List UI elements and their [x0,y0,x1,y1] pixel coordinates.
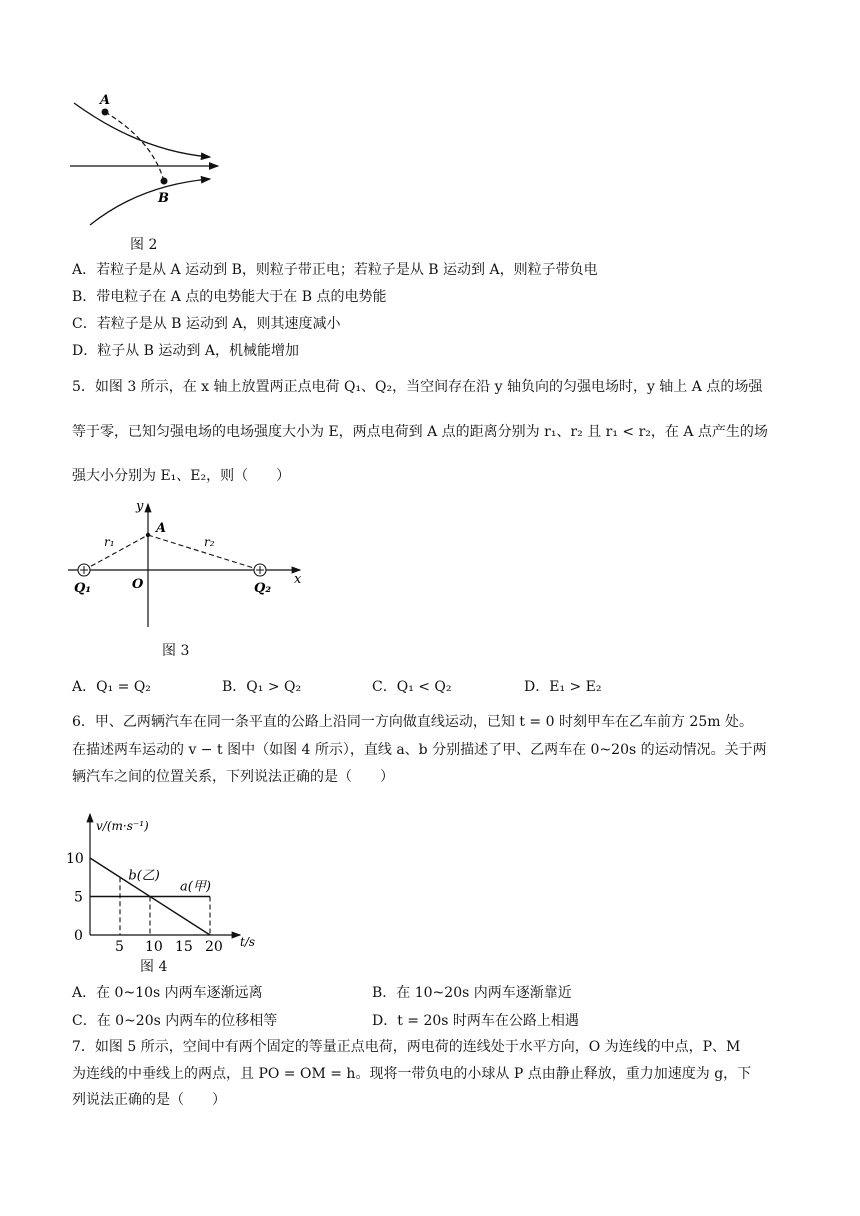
o-label: O [132,577,144,592]
chart-x-label: t/s [240,935,256,949]
q5-option-d: D．E₁ > E₂ [524,679,602,695]
point-a-dot [146,533,150,537]
q1-label: Q₁ [74,581,92,596]
q5-stem-line-2: 等于零，已知匀强电场的电场强度大小为 E，两点电荷到 A 点的距离分别为 r₁、r₂ 且 r₁ < r₂，在 A 点产生的场 [72,424,768,440]
x-tick-label-2: 15 [175,939,193,955]
y-tick-label-0: 0 [74,928,83,944]
q6-option-d: D．t = 20s 时两车在公路上相遇 [372,1013,579,1029]
particle-trajectory [105,112,164,181]
y-tick-label-2: 10 [66,851,84,867]
q7-stem-line-1: 7．如图 5 所示，空间中有两个固定的等量正点电荷，两电荷的连线处于水平方向，O 为连线的中点，P、M [72,1039,741,1055]
q5-option-b: B．Q₁ > Q₂ [222,679,302,695]
point-a [102,109,109,116]
q6-option-b: B．在 10~20s 内两车逐渐靠近 [372,985,572,1001]
chart-y-label: v/(m·s⁻¹) [96,819,149,833]
r2-label: r₂ [204,535,215,549]
charge-q1-icon [78,564,90,576]
q2-label: Q₂ [254,581,272,596]
vt-chart [60,808,280,968]
label-a: A [100,93,111,108]
y-tick-label-1: 5 [74,889,83,906]
x-tick-label-0: 5 [115,939,124,955]
q5-stem-line-3: 强大小分别为 E₁、E₂，则（ ） [72,468,291,484]
q5-option-c: C．Q₁ < Q₂ [372,679,452,695]
q4-option-d: D．粒子从 B 运动到 A，机械能增加 [72,343,299,359]
field-line-upper [74,103,210,157]
x-tick-label-1: 10 [145,939,163,955]
series-label-a: a(甲) [180,879,211,895]
figure-3-caption: 图 3 [162,643,190,659]
x-label: x [294,572,302,587]
q6-option-c: C．在 0~20s 内两车的位移相等 [72,1013,278,1029]
a-label: A [156,521,167,536]
charge-q2-icon [254,564,266,576]
q7-stem-line-3: 列说法正确的是（ ） [72,1092,226,1108]
q4-option-b: B．带电粒子在 A 点的电势能大于在 B 点的电势能 [72,289,387,305]
q7-stem-line-2: 为连线的中垂线上的两点，且 PO = OM = h。现将一带负电的小球从 P 点由静止释放，重力加速度为 g，下 [72,1066,752,1082]
label-b: B [158,191,169,206]
series-label-b: b(乙) [128,868,160,884]
point-b [161,178,168,185]
x-tick-label-3: 20 [205,939,223,955]
r1-line [84,535,148,570]
y-label: y [136,499,144,514]
field-line-lower [90,179,210,225]
figure-2 [60,85,240,235]
figure-4-caption: 图 4 [140,959,168,975]
q4-option-c: C．若粒子是从 B 运动到 A，则其速度减小 [72,316,341,332]
q5-option-a: A．Q₁ = Q₂ [72,679,151,695]
q5-stem-line-1: 5．如图 3 所示，在 x 轴上放置两正点电荷 Q₁、Q₂，当空间存在沿 y 轴负向的匀强电场时，y 轴上 A 点的场强 [72,379,763,395]
figure-2-caption: 图 2 [130,237,158,253]
figure-3 [60,492,320,632]
r1-label: r₁ [104,535,115,549]
q4-option-a: A．若粒子是从 A 运动到 B，则粒子带正电；若粒子是从 B 运动到 A，则粒子带负电 [72,262,598,278]
q6-stem-line-1: 6．甲、乙两辆汽车在同一条平直的公路上沿同一方向做直线运动，已知 t = 0 时刻甲车在乙车前方 25m 处。 [72,714,753,730]
q6-option-a: A．在 0~10s 内两车逐渐远离 [72,985,263,1001]
q6-stem-line-2: 在描述两车运动的 v − t 图中（如图 4 所示），直线 a、b 分别描述了甲、乙两车在 0~20s 的运动情况。关于两 [72,742,767,758]
q6-stem-line-3: 辆汽车之间的位置关系，下列说法正确的是（ ） [72,769,394,785]
